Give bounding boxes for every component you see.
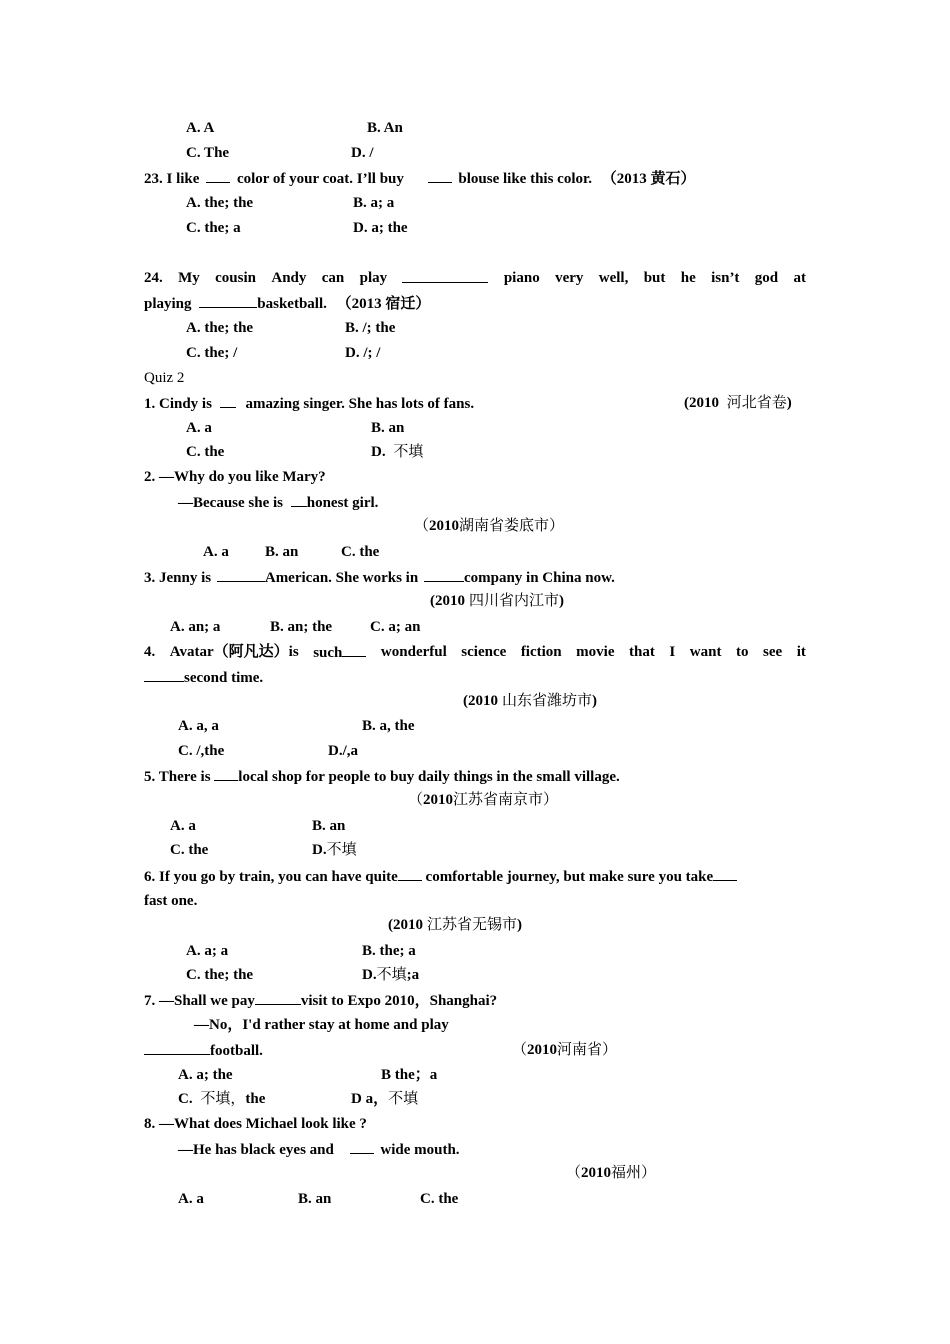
q6-option-b: B. the; a <box>362 943 416 959</box>
q8-option-c: C. the <box>420 1191 459 1207</box>
q3-stem-part1: 3. Jenny is <box>144 570 212 586</box>
q24-source: （2013 宿迁） <box>336 296 431 312</box>
q4-source-place: 山东省潍坊市 <box>502 693 593 709</box>
q22-option-a: A. A <box>186 120 215 136</box>
q7-source <box>512 1040 617 1060</box>
q7-source-year: 2010 <box>527 1042 558 1058</box>
q8-source-open: （ <box>566 1165 582 1181</box>
q2-source-open: （ <box>414 518 430 534</box>
q8-line2-part2: wide mouth. <box>380 1142 460 1158</box>
q8-option-a: A. a <box>178 1191 204 1207</box>
q4-word: Avatar（阿凡达）is <box>169 644 299 660</box>
q5-option-d-text: 不填 <box>326 842 357 858</box>
q7-option-c <box>178 1089 265 1109</box>
q23-option-b: B. a; a <box>353 195 395 211</box>
quiz-title: Quiz 2 <box>144 370 185 386</box>
q4-source-year: (2010 <box>463 693 498 709</box>
q22-option-b: B. An <box>367 120 403 136</box>
q1-option-d-text: 不填 <box>393 444 424 460</box>
q2-option-b: B. an <box>265 544 299 560</box>
q3-stem-part2: American. She works in <box>264 570 419 586</box>
answer-blank <box>342 642 366 657</box>
answer-blank <box>144 1040 210 1055</box>
q4-option-a: A. a, a <box>178 718 219 734</box>
q1-source-year: (2010 <box>684 395 719 411</box>
q5-stem-part1: 5. There is <box>144 769 211 785</box>
q24-option-b: B. /; the <box>345 320 396 336</box>
q4-word: science <box>461 644 507 660</box>
q1-source-place: 河北省卷 <box>726 395 787 411</box>
q4-word <box>313 642 366 663</box>
q1-source-close: ) <box>786 395 792 411</box>
q24-word: god <box>754 270 779 286</box>
q24-option-d: D. /; / <box>345 345 381 361</box>
q24-stem-line1 <box>144 268 806 288</box>
q4-option-c: C. /,the <box>178 743 225 759</box>
q6-stem-part2: comfortable journey, but make sure you take <box>425 869 714 885</box>
q5-option-d <box>312 840 357 860</box>
q6-option-d-text: 不填 <box>376 967 407 983</box>
q24-word: cousin <box>215 270 256 286</box>
q2-line2 <box>178 492 378 513</box>
q3-stem <box>144 567 615 588</box>
answer-blank <box>206 168 230 183</box>
q7-option-d-letter: D a， <box>351 1091 389 1107</box>
q3-stem-part3: company in China now. <box>463 570 615 586</box>
q2-source <box>414 516 564 536</box>
q4-word: that <box>629 644 655 660</box>
q24-stem-part: basketball. <box>257 296 327 312</box>
q24-word: well, <box>598 270 629 286</box>
answer-blank <box>291 492 307 507</box>
q23-source: （2013 黄石） <box>601 171 696 187</box>
q5-source-place: 江苏省南京市） <box>453 792 559 808</box>
q2-line1: 2. —Why do you like Mary? <box>144 469 326 485</box>
q1-stem <box>144 393 474 414</box>
q5-source-year: 2010 <box>423 792 454 808</box>
q8-line2 <box>178 1139 460 1160</box>
answer-blank <box>350 1139 374 1154</box>
q5-option-c: C. the <box>170 842 209 858</box>
q8-option-b: B. an <box>298 1191 332 1207</box>
q2-source-year: 2010 <box>429 518 460 534</box>
q4-stem-line2 <box>144 667 263 688</box>
answer-blank <box>217 567 265 582</box>
q23-stem <box>144 168 696 189</box>
q4-word: wonderful <box>380 644 447 660</box>
q23-stem-part3: blouse like this color. <box>458 171 593 187</box>
q8-line2-part1: —He has black eyes and <box>178 1142 334 1158</box>
q5-option-d-letter: D. <box>312 842 327 858</box>
q7-source-place: 河南省） <box>557 1042 618 1058</box>
q5-source <box>408 790 558 810</box>
q24-word: at <box>793 270 806 286</box>
q3-option-a: A. an; a <box>170 619 221 635</box>
q24-stem-line2 <box>144 293 430 314</box>
q3-option-c: C. a; an <box>370 619 421 635</box>
q6-source-place: 江苏省无锡市 <box>427 917 518 933</box>
q7-stem-part1: 7. —Shall we pay <box>144 993 255 1009</box>
q1-option-c: C. the <box>186 444 225 460</box>
q24-stem-part: playing <box>144 296 192 312</box>
q4-word: I <box>669 644 676 660</box>
q24-word: 24. <box>144 270 163 286</box>
q6-source-close: ) <box>517 917 523 933</box>
q6-stem-line2: fast one. <box>144 893 198 909</box>
answer-blank <box>255 990 301 1005</box>
q6-option-d-suffix: ;a <box>406 967 420 983</box>
q7-source-open: （ <box>512 1042 528 1058</box>
q24-word: very <box>555 270 584 286</box>
q4-stem-line1 <box>144 642 806 663</box>
q6-stem-line1 <box>144 866 737 887</box>
q3-source-close: ) <box>559 593 565 609</box>
q6-stem-part1: 6. If you go by train, you can have quite <box>144 869 398 885</box>
q1-stem-part1: 1. Cindy is <box>144 396 212 412</box>
q4-source <box>463 691 597 711</box>
q7-line3-text: football. <box>210 1043 263 1059</box>
q1-option-d <box>371 442 423 462</box>
q2-option-c: C. the <box>341 544 380 560</box>
q6-source <box>388 915 522 935</box>
q6-option-d <box>362 965 419 985</box>
q7-stem-part2: visit to Expo 2010，Shanghai? <box>300 993 498 1009</box>
q5-source-open: （ <box>408 792 424 808</box>
q23-option-a: A. the; the <box>186 195 254 211</box>
q23-stem-part1: 23. I like <box>144 171 200 187</box>
q7-option-d-text: 不填 <box>388 1091 419 1107</box>
answer-blank <box>402 268 488 283</box>
answer-blank <box>199 293 257 308</box>
q24-word: piano <box>503 270 540 286</box>
q3-source <box>430 591 564 611</box>
q1-option-d-letter: D. <box>371 444 386 460</box>
q2-line2-part1: —Because she is <box>178 495 283 511</box>
answer-blank <box>214 766 238 781</box>
answer-blank <box>428 168 452 183</box>
q7-option-a: A. a; the <box>178 1067 233 1083</box>
q6-option-d-letter: D. <box>362 967 377 983</box>
answer-blank <box>220 393 236 408</box>
q24-word: isn’t <box>711 270 740 286</box>
q4-line2-text: second time. <box>184 670 264 686</box>
q4-word: it <box>796 644 806 660</box>
q5-stem-part2: local shop for people to buy daily things in the small village. <box>238 769 620 785</box>
q4-word: see <box>763 644 783 660</box>
q2-line2-part2: honest girl. <box>306 495 379 511</box>
q6-source-year: (2010 <box>388 917 423 933</box>
q7-line2: —No，I'd rather stay at home and play <box>194 1017 449 1033</box>
q24-word: he <box>680 270 696 286</box>
q23-option-c: C. the; a <box>186 220 241 236</box>
answer-blank <box>424 567 464 582</box>
q3-option-b: B. an; the <box>270 619 333 635</box>
q7-option-c-text: 不填， <box>200 1091 246 1107</box>
q4-source-close: ) <box>592 693 598 709</box>
q3-source-place: 四川省内江市 <box>469 593 560 609</box>
q6-option-c: C. the; the <box>186 967 254 983</box>
q1-source <box>684 393 792 413</box>
answer-blank <box>144 667 184 682</box>
q8-source <box>566 1163 656 1183</box>
q4-option-b: B. a, the <box>362 718 415 734</box>
q8-line1: 8. —What does Michael look like ? <box>144 1116 367 1132</box>
q24-word: play <box>359 270 388 286</box>
q24-word: but <box>643 270 666 286</box>
q5-option-a: A. a <box>170 818 196 834</box>
q2-option-a: A. a <box>203 544 229 560</box>
q4-word: 4. <box>144 644 156 660</box>
q7-option-c-suffix: the <box>245 1091 266 1107</box>
q24-word: My <box>178 270 200 286</box>
q22-option-d: D. / <box>351 145 374 161</box>
q7-line3 <box>144 1040 263 1061</box>
q8-source-year: 2010 <box>581 1165 612 1181</box>
q4-word-text: such <box>313 645 343 661</box>
answer-blank <box>398 866 422 881</box>
q1-stem-part2: amazing singer. She has lots of fans. <box>245 396 475 412</box>
q4-word: movie <box>576 644 615 660</box>
q23-option-d: D. a; the <box>353 220 408 236</box>
q5-stem <box>144 766 620 787</box>
q4-option-d: D./,a <box>328 743 358 759</box>
q2-source-place: 湖南省娄底市） <box>459 518 565 534</box>
q24-word: Andy <box>271 270 307 286</box>
q4-word: to <box>735 644 749 660</box>
q22-option-c: C. The <box>186 145 230 161</box>
q1-option-b: B. an <box>371 420 405 436</box>
q1-option-a: A. a <box>186 420 212 436</box>
answer-blank <box>713 866 737 881</box>
q3-source-year: (2010 <box>430 593 465 609</box>
q24-option-c: C. the; / <box>186 345 238 361</box>
q4-word: want <box>689 644 722 660</box>
q8-source-place: 福州） <box>611 1165 657 1181</box>
q24-word: can <box>321 270 345 286</box>
q6-option-a: A. a; a <box>186 943 229 959</box>
q5-option-b: B. an <box>312 818 346 834</box>
q24-option-a: A. the; the <box>186 320 254 336</box>
q7-stem <box>144 990 497 1011</box>
q23-stem-part2: color of your coat. I’ll buy <box>236 171 404 187</box>
q7-option-c-letter: C. <box>178 1091 193 1107</box>
q4-word: fiction <box>520 644 562 660</box>
q7-option-d <box>351 1089 418 1109</box>
q7-option-b: B the；a <box>381 1067 438 1083</box>
